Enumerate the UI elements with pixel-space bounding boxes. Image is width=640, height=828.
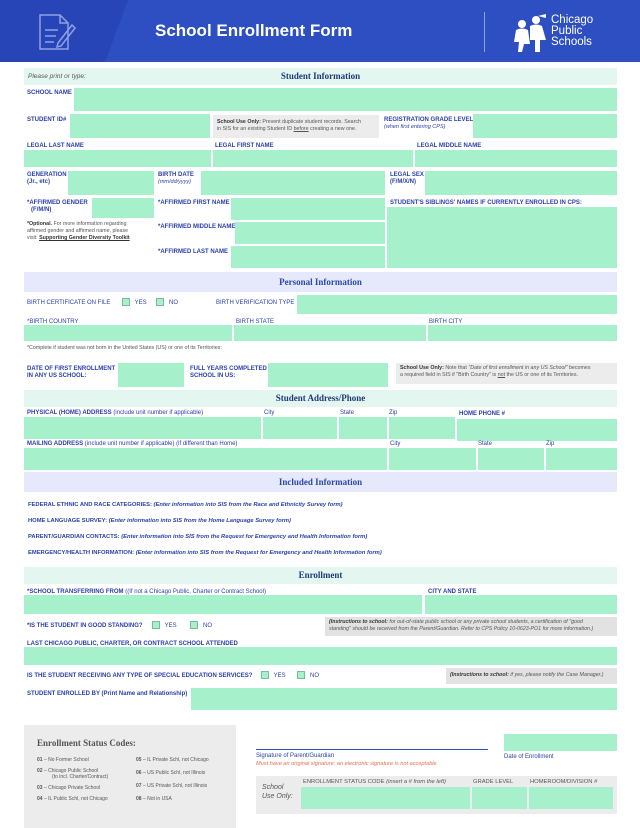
code-text: – IL Public Schl, not Chicago (43, 796, 108, 802)
birth-country-field[interactable] (24, 325, 232, 341)
code-number: 07 (136, 783, 142, 789)
physical-address-title: PHYSICAL (HOME) ADDRESS (27, 410, 112, 416)
birth-cert-no-label: NO (169, 299, 179, 306)
affirmed-gender-label: *AFFIRMED GENDER (27, 200, 88, 206)
special-ed-yes-checkbox[interactable] (261, 671, 269, 679)
special-ed-options (261, 671, 319, 679)
signature-label: Signature of Parent/Guardian (256, 753, 335, 759)
reg-grade-label: REGISTRATION GRADE LEVEL (384, 117, 474, 123)
optional-text3: visit: (27, 235, 38, 241)
last-school-label: LAST CHICAGO PUBLIC, CHARTER, OR CONTRACT SCHOOL ATTENDED (27, 641, 238, 647)
legal-first-name-field[interactable] (213, 150, 413, 167)
legal-first-name-label: LEGAL FIRST NAME (215, 143, 274, 149)
signature-note: Must have an original signature; an electronic signature is not acceptable (256, 761, 437, 767)
included-item-note: (Enter information into SIS from the Race and Ethnicity Survey form) (153, 502, 343, 508)
optional-text1: For more information regarding (53, 221, 127, 227)
siblings-field[interactable] (387, 207, 617, 268)
instructions-good-standing (325, 617, 617, 636)
status-code-04 (37, 796, 137, 802)
code-number: 02 (37, 768, 43, 774)
mailing-address-title: MAILING ADDRESS (27, 441, 84, 447)
school-use-text1: Prevent duplicate student records. Search (262, 119, 361, 125)
status-code-02-sub: (to incl. Charter/Contract) (52, 774, 109, 780)
school-use-text1c: becomes (568, 365, 591, 371)
birth-city-field[interactable] (428, 325, 617, 341)
included-item-note: (Enter information into SIS from the Home Language Survey form) (108, 518, 291, 524)
mailing-address-note: (include unit number if applicable) (if different than Home) (84, 441, 238, 447)
toolkit-link[interactable]: Supporting Gender Diversity Toolkit (39, 235, 130, 241)
physical-zip-label: Zip (389, 410, 398, 416)
homeroom-header: HOMEROOM/DIVISION # (530, 779, 598, 785)
physical-city-label: City (264, 410, 275, 416)
status-code-01 (37, 757, 137, 763)
mailing-address-label (27, 441, 237, 447)
home-phone-label: HOME PHONE # (459, 411, 506, 417)
section-included-information (24, 472, 617, 492)
city-state-field[interactable] (425, 595, 617, 614)
reg-grade-note: (when first entering CPS) (384, 124, 446, 130)
optional-text2: affirmed gender and affirmed name, please (27, 228, 129, 234)
optional-note (27, 221, 155, 242)
affirmed-first-label: *AFFIRMED FIRST NAME (158, 200, 230, 206)
logo-line-3: Schools (551, 36, 592, 48)
first-enroll-label-1: DATE OF FIRST ENROLLMENT (27, 366, 116, 372)
instr-text: if yes, please notify the Case Manager.) (510, 672, 604, 678)
full-years-label-2: SCHOOL IN US: (190, 373, 236, 379)
logo-line-1: Chicago (551, 14, 594, 26)
code-number: 06 (136, 770, 142, 776)
section-title: Enrollment (298, 570, 343, 580)
affirmed-middle-label: *AFFIRMED MIDDLE NAME (158, 224, 236, 230)
mailing-zip-field[interactable] (546, 448, 617, 470)
special-ed-no-label: NO (310, 672, 320, 679)
code-number: 08 (136, 796, 142, 802)
legal-middle-name-field[interactable] (415, 150, 617, 167)
transferring-field[interactable] (24, 595, 422, 614)
transferring-note: ((If not a Chicago Public, Charter or Contract School) (125, 589, 266, 595)
code-text: – No Former School (43, 757, 89, 763)
school-use-before: before (293, 126, 309, 132)
school-use-text1a: Note that (445, 365, 467, 371)
generation-label: GENERATION (27, 172, 67, 178)
school-use-label: School Use Only: (217, 119, 261, 125)
school-use-text2b: not (497, 372, 506, 378)
transferring-title: *SCHOOL TRANSFERRING FROM (27, 589, 124, 595)
special-ed-yes-label: YES (273, 672, 286, 679)
code-number: 03 (37, 785, 43, 791)
included-item-contacts (28, 529, 382, 545)
code-text: – US Public Schl, not Illinois (142, 770, 206, 776)
school-use-label: School Use Only: (400, 365, 444, 371)
form-document-icon (38, 13, 76, 51)
header-divider (484, 12, 485, 52)
status-codes-left (37, 757, 137, 802)
first-enroll-field[interactable] (118, 363, 184, 387)
birth-date-label: BIRTH DATE (158, 172, 194, 178)
school-use-line-2: Use Only: (262, 793, 293, 800)
physical-zip-field[interactable] (389, 417, 455, 439)
school-use-text2a: a required field in SIS if "Birth Country" is (400, 372, 497, 378)
good-standing-label: *IS THE STUDENT IN GOOD STANDING? (27, 623, 143, 629)
school-name-label: SCHOOL NAME (27, 90, 72, 96)
cps-logo-text (551, 15, 593, 48)
section-title: Included Information (278, 477, 363, 487)
student-id-field[interactable] (70, 114, 210, 138)
birth-verif-label: BIRTH VERIFICATION TYPE (216, 300, 295, 306)
school-use-note-birth (396, 363, 617, 384)
status-code-title: ENROLLMENT STATUS CODE (303, 779, 385, 785)
included-item-label: PARENT/GUARDIAN CONTACTS: (28, 534, 120, 540)
birth-cert-yes-checkbox[interactable] (122, 298, 130, 306)
birth-city-label: BIRTH CITY (429, 319, 463, 325)
legal-sex-field[interactable] (425, 171, 617, 195)
legal-sex-note: (F/M/X/N) (390, 179, 416, 185)
status-codes-title: Enrollment Status Codes: (37, 738, 136, 748)
birth-cert-options (122, 298, 178, 306)
included-item-label: HOME LANGUAGE SURVEY: (28, 518, 108, 524)
physical-state-field[interactable] (339, 417, 387, 439)
enrolled-by-field[interactable] (191, 688, 617, 710)
section-enrollment (24, 567, 617, 584)
section-title: Student Information (280, 71, 361, 81)
status-code-header (303, 779, 446, 785)
school-name-field[interactable] (74, 88, 617, 111)
included-item-emergency (28, 545, 382, 561)
affirmed-last-field[interactable] (231, 246, 385, 268)
school-use-text1b: "Date of first enrollment in any US School" (468, 365, 568, 371)
good-standing-yes-label: YES (164, 622, 177, 629)
affirmed-gender-note: (F/M/N) (31, 207, 52, 213)
status-code-06 (136, 770, 236, 776)
mailing-city-label: City (390, 441, 401, 447)
status-code-field[interactable] (301, 787, 470, 809)
code-text: – US Private Schl, not Illinois (142, 783, 208, 789)
status-code-03 (37, 785, 137, 791)
physical-state-label: State (340, 410, 355, 416)
grade-level-header: GRADE LEVEL (473, 779, 514, 785)
first-enroll-label-2: IN ANY US SCHOOL: (27, 373, 87, 379)
instr-text2: standing" should be received from the Parent/Guardian. Refer to CPS Policy 10-0623-PO1 for more information.) (329, 626, 594, 632)
physical-address-note: (include unit number if applicable) (113, 410, 204, 416)
school-use-text2c: the US or one of its Territories. (506, 372, 578, 378)
student-id-label: STUDENT ID# (27, 117, 67, 123)
mailing-state-field[interactable] (478, 448, 544, 470)
included-item-note: (Enter information into SIS from the Request for Emergency and Health Information form) (121, 534, 368, 540)
section-student-information (24, 68, 617, 85)
code-text: – Chicago Private School (43, 785, 101, 791)
code-text: – Not in USA (142, 796, 172, 802)
code-number: 05 (136, 757, 142, 763)
status-code-08 (136, 796, 236, 802)
included-item-label: FEDERAL ETHNIC AND RACE CATEGORIES: (28, 502, 152, 508)
enrolled-by-label: STUDENT ENROLLED BY (Print Name and Relationship) (27, 691, 188, 697)
code-text: – Chicago Public School (43, 768, 99, 774)
home-phone-field[interactable] (457, 419, 617, 441)
instr-text1: for out-of-state public school or any private school students, a certification of "good (389, 619, 583, 625)
section-title: Student Address/Phone (275, 393, 366, 403)
legal-last-name-label: LEGAL LAST NAME (27, 143, 84, 149)
physical-city-field[interactable] (263, 417, 337, 439)
affirmed-middle-field[interactable] (235, 222, 385, 244)
legal-last-name-field[interactable] (24, 150, 211, 167)
homeroom-field[interactable] (529, 787, 613, 809)
included-item-language (28, 513, 382, 529)
optional-label: *Optional. (27, 221, 53, 227)
mailing-city-field[interactable] (389, 448, 476, 470)
included-item-ethnicity (28, 497, 382, 513)
included-item-note: (Enter information into SIS from the Request for Emergency and Health Information form) (135, 550, 382, 556)
included-item-label: EMERGENCY/HEALTH INFORMATION: (28, 550, 135, 556)
good-standing-no-checkbox[interactable] (190, 621, 198, 629)
grade-level-field[interactable] (472, 787, 527, 809)
physical-address-label (27, 410, 203, 416)
birth-verif-field[interactable] (297, 295, 617, 314)
section-personal-information (24, 272, 617, 292)
status-codes-panel (24, 725, 236, 828)
generation-field[interactable] (68, 171, 154, 195)
print-note: Please print or type: (28, 73, 86, 80)
birth-state-field[interactable] (234, 325, 426, 341)
date-of-enrollment-label: Date of Enrollment (504, 754, 554, 760)
reg-grade-field[interactable] (473, 114, 617, 138)
school-use-note-student-id (213, 115, 379, 138)
section-student-address (24, 390, 617, 407)
status-code-note: (insert a # from the left) (386, 779, 447, 785)
date-of-enrollment-field[interactable] (504, 734, 617, 751)
school-use-text3: creating a new one. (310, 126, 357, 132)
birth-date-note: (mm/dd/yyyy) (158, 179, 191, 185)
birth-date-field[interactable] (201, 171, 385, 195)
last-school-field[interactable] (24, 647, 617, 665)
form-title: School Enrollment Form (155, 21, 353, 40)
affirmed-gender-field[interactable] (92, 198, 154, 218)
instr-label: (Instructions to school: (329, 619, 388, 625)
code-number: 04 (37, 796, 43, 802)
special-ed-no-checkbox[interactable] (297, 671, 305, 679)
code-text: – IL Private Schl, not Chicago (142, 757, 209, 763)
legal-middle-name-label: LEGAL MIDDLE NAME (417, 143, 482, 149)
included-list (28, 497, 382, 561)
complete-note: *Complete if student was not born in the United States (US) or one of its Territories: (27, 345, 222, 351)
signature-field[interactable] (256, 733, 488, 748)
good-standing-no-label: NO (203, 622, 213, 629)
school-use-line-1: School (262, 784, 284, 791)
instructions-special-ed (446, 668, 617, 684)
good-standing-yes-checkbox[interactable] (152, 621, 160, 629)
mailing-zip-label: Zip (546, 441, 555, 447)
birth-cert-label: BIRTH CERTIFICATE ON FILE (27, 300, 111, 306)
good-standing-options (152, 621, 212, 629)
birth-state-label: BIRTH STATE (236, 319, 275, 325)
status-code-05 (136, 757, 236, 763)
physical-address-field[interactable] (24, 417, 261, 439)
logo-line-2: Public (551, 25, 583, 37)
generation-note: (Jr., etc) (27, 179, 51, 185)
school-use-box (256, 776, 617, 814)
instr-label: (Instructions to school: (450, 672, 509, 678)
status-codes-right (136, 757, 236, 802)
school-use-text2: in SIS for an existing Student ID (217, 126, 293, 132)
siblings-label: STUDENT'S SIBLINGS' NAMES IF CURRENTLY ENROLLED IN CPS: (390, 200, 582, 206)
cps-logo-icon (508, 12, 550, 54)
legal-sex-label: LEGAL SEX (390, 172, 424, 178)
full-years-label-1: FULL YEARS COMPLETED (190, 366, 267, 372)
section-title: Personal Information (279, 277, 362, 287)
affirmed-first-field[interactable] (231, 198, 385, 220)
status-code-07 (136, 783, 236, 789)
affirmed-last-label: *AFFIRMED LAST NAME (158, 249, 228, 255)
mailing-state-label: State (478, 441, 493, 447)
birth-country-label: *BIRTH COUNTRY (27, 319, 79, 325)
special-ed-label: IS THE STUDENT RECEIVING ANY TYPE OF SPECIAL EDUCATION SERVICES? (27, 673, 253, 679)
mailing-address-field[interactable] (24, 448, 387, 470)
birth-cert-yes-label: YES (134, 299, 147, 306)
full-years-field[interactable] (268, 363, 388, 387)
birth-cert-no-checkbox[interactable] (156, 298, 164, 306)
school-use-label (262, 783, 293, 801)
code-number: 01 (37, 757, 43, 763)
signature-line (256, 749, 488, 750)
city-state-label: CITY AND STATE (428, 589, 477, 595)
